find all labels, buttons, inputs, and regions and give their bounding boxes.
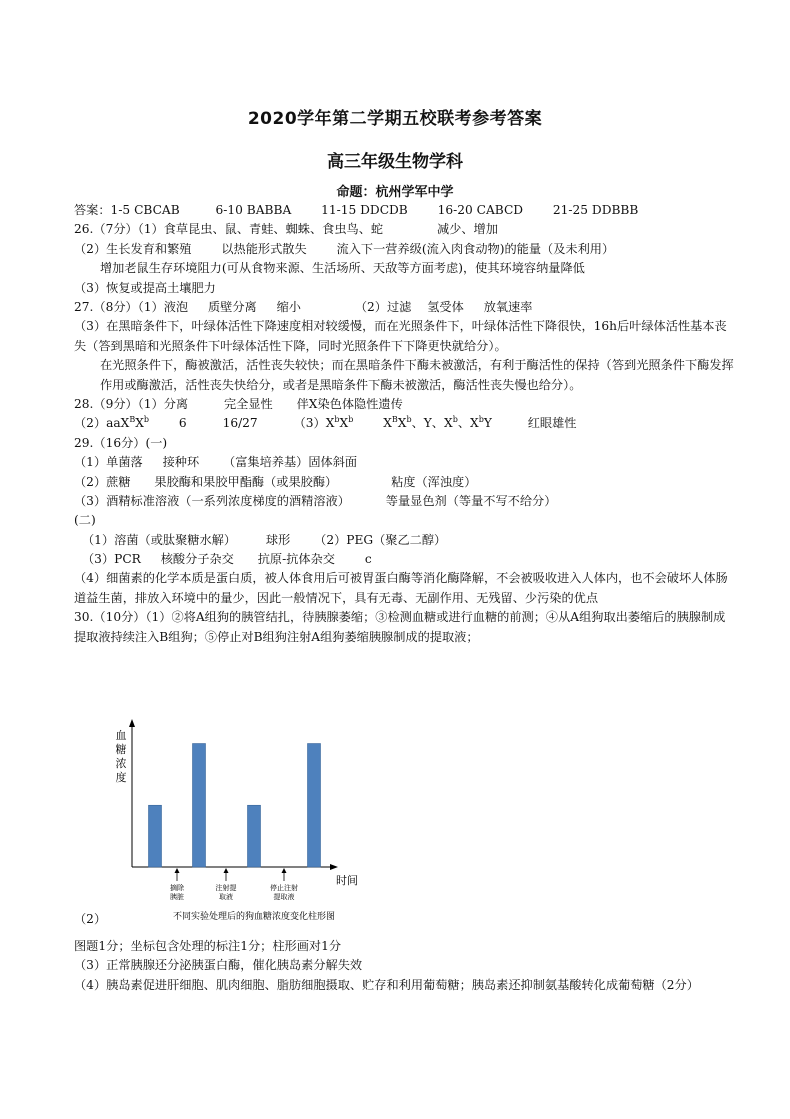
chart-title: 不同实验处理后的狗血糖浓度变化柱形图 (172, 912, 336, 922)
q28-line2 (74, 414, 734, 433)
q27-para4: 在光照条件下，酶被激活，活性丧失较快；而在黑暗条件下酶未被激活，有利于酶活性的保持（答到光照条件下酶发挥作用或酶激活，活性丧失快给分，或者是黑暗条件下酶未被激活，酶活性丧失慢也给分）。 (100, 358, 734, 392)
text: 28.（9分）（1）分离 (74, 396, 189, 411)
blood-glucose-chart (74, 719, 374, 931)
text: 27.（8分）（1）液泡 (74, 299, 189, 314)
q29-line6 (74, 550, 734, 569)
q29-line0: 29.（16分）(一) (74, 435, 168, 450)
q29-line4: (二) (74, 513, 96, 528)
text: X (383, 416, 392, 431)
q29-line1 (74, 453, 734, 472)
doc-author: 命题：杭州学军中学 (336, 185, 454, 200)
q29-line2 (74, 473, 734, 492)
q30-para4: （4）胰岛素促进肝细胞、肌肉细胞、脂肪细胞摄取、贮存和利用葡萄糖；胰岛素还抑制氨基酸转化成葡萄糖（2分） (74, 977, 699, 992)
answer-body (74, 201, 734, 647)
text: 、X (457, 416, 479, 431)
text: b (478, 415, 484, 425)
text: （2）aaX (74, 416, 130, 431)
q29-para7: （4）细菌素的化学本质是蛋白质，被人体食用后可被胃蛋白酶等消化酶降解，不会被吸收进入人体内，也不会破坏人体肠道益生菌，排放入环境中的量少，因此一般情况下，具有无毒、无副作用、无残留、少污染的优点 (74, 571, 728, 605)
q26-line2 (74, 240, 734, 259)
text: 红眼雄性 (527, 416, 577, 431)
q29-line3 (74, 492, 734, 511)
q26-line4: （3）恢复或提高土壤肥力 (74, 280, 216, 295)
text: B (129, 415, 136, 425)
q29-line5 (74, 531, 734, 550)
q28-line1 (74, 395, 734, 414)
text: （2）PEG（聚乙二醇） (314, 532, 447, 547)
text: 果胶酶和果胶甲酯酶（或果胶酶） (154, 474, 338, 489)
q30-score: 图题1分；坐标包含处理的标注1分；柱形画对1分 (74, 939, 342, 953)
text: 缩小 (276, 299, 301, 314)
q27-para3: （3）在黑暗条件下，叶绿体活性下降速度相对较缓慢，而在光照条件下，叶绿体活性下降很快，16h后叶绿体活性基本丧失（答到黑暗和光照条件下叶绿体活性下降，同时光照条件下下降更快就给分）。 (74, 319, 727, 353)
text: B (391, 415, 398, 425)
y-label-char: 度 (115, 771, 127, 784)
q26-line3: 增加老鼠生存环境阻力(可从食物来源、生活场所、天敌等方面考虑)，使其环境容纳量降低 (100, 261, 585, 276)
text: X (339, 416, 349, 431)
text: X (135, 416, 144, 431)
text: b (143, 415, 150, 425)
y-label-char: 血 (115, 729, 127, 742)
y-label-char: 浓 (115, 757, 127, 770)
answer-body-2 (74, 937, 734, 995)
mc-answer-1: 答案：1-5 CBCAB (74, 203, 180, 217)
text: 接种环 (162, 455, 200, 470)
q30-para1: 30.（10分）（1）②将A组狗的胰管结扎，待胰腺萎缩；③检测血糖或进行血糖的前测；④从A组狗取出萎缩后的胰腺制成提取液持续注入B组狗；⑤停止对B组狗注射A组狗萎缩胰腺制成的提取液； (74, 610, 726, 644)
text: 质壁分离 (207, 299, 257, 314)
text: （2）生长发育和繁殖 (74, 241, 192, 256)
annotation-label-3: 停止注射 (270, 884, 298, 892)
mc-answer-2: 6-10 BABBA (215, 203, 292, 217)
text: 氢受体 (427, 299, 464, 314)
mc-answer-4: 16-20 CABCD (437, 203, 524, 217)
text: （2）过滤 (354, 299, 412, 314)
text: b (406, 415, 412, 425)
doc-title: 2020学年第二学期五校联考参考答案 (247, 109, 543, 129)
text: 、Y、X (411, 416, 453, 431)
y-label-char: 糖 (115, 743, 127, 756)
text: （3）PCR (82, 552, 141, 567)
text: 放氧速率 (483, 299, 533, 314)
text: 粘度（浑浊度） (391, 474, 477, 489)
text: 完全显性 (223, 396, 273, 411)
text: 伴X染色体隐性遗传 (296, 396, 403, 411)
mc-answer-5: 21-25 DDBBB (552, 203, 639, 217)
annotation-arrowhead-2 (224, 868, 229, 873)
bar-3 (248, 805, 261, 867)
annotation-label-2: 注射提 (215, 884, 237, 892)
q30-line3: （3）正常胰腺还分泌胰蛋白酶，催化胰岛素分解失效 (74, 958, 363, 973)
bars (149, 744, 321, 867)
text: 等量显色剂（等量不写不给分） (385, 493, 557, 508)
text: （3）X (293, 416, 335, 431)
bar-1 (149, 805, 162, 867)
text: 16/27 (222, 416, 258, 431)
q26-line1 (74, 220, 734, 239)
text: 6 (178, 416, 187, 431)
text: b (348, 415, 354, 425)
text: （富集培养基）固体斜面 (223, 455, 358, 470)
annotation-label-2: 取液 (219, 893, 233, 901)
annotation-label-1: 摘除 (170, 884, 184, 892)
chart-svg (74, 719, 374, 931)
text: 球形 (265, 532, 291, 547)
annotation-arrowhead-1 (175, 868, 180, 873)
text: Y (483, 416, 492, 431)
mc-answers (74, 201, 734, 220)
text: c (364, 552, 372, 567)
bar-2 (193, 744, 206, 867)
q27-line1 (74, 298, 734, 317)
text: 减少、增加 (436, 222, 498, 237)
doc-subtitle: 高三年级生物学科 (327, 152, 463, 172)
text: X (397, 416, 407, 431)
annotations (170, 868, 298, 901)
text: （2）蔗糖 (74, 474, 131, 489)
annotation-arrowhead-3 (282, 868, 287, 873)
annotation-label-3: 提取液 (273, 893, 295, 901)
y-axis-label (116, 729, 127, 784)
text: b (334, 415, 340, 425)
text: 流入下一营养级(流入肉食动物)的能量（及未利用） (336, 241, 615, 256)
bar-4 (308, 744, 321, 867)
y-axis-arrow (129, 719, 135, 727)
text: （1）溶菌（或肽聚糖水解） (82, 532, 237, 547)
text: 以热能形式散失 (221, 241, 307, 256)
text: （3）酒精标准溶液（一系列浓度梯度的酒精溶液） (74, 493, 350, 508)
text: 26.（7分）（1）食草昆虫、鼠、青蛙、蜘蛛、食虫鸟、蛇 (74, 222, 384, 237)
text: （1）单菌落 (74, 455, 143, 470)
q30-part2-label: （2） (74, 912, 107, 926)
mc-answer-3: 11-15 DDCDB (321, 203, 408, 217)
x-axis-label: 时间 (336, 874, 358, 887)
text: 抗原-抗体杂交 (257, 552, 335, 567)
text: 核酸分子杂交 (160, 552, 234, 567)
annotation-label-1: 胰脏 (170, 893, 184, 901)
x-axis-arrow (330, 864, 338, 870)
text: b (452, 415, 458, 425)
